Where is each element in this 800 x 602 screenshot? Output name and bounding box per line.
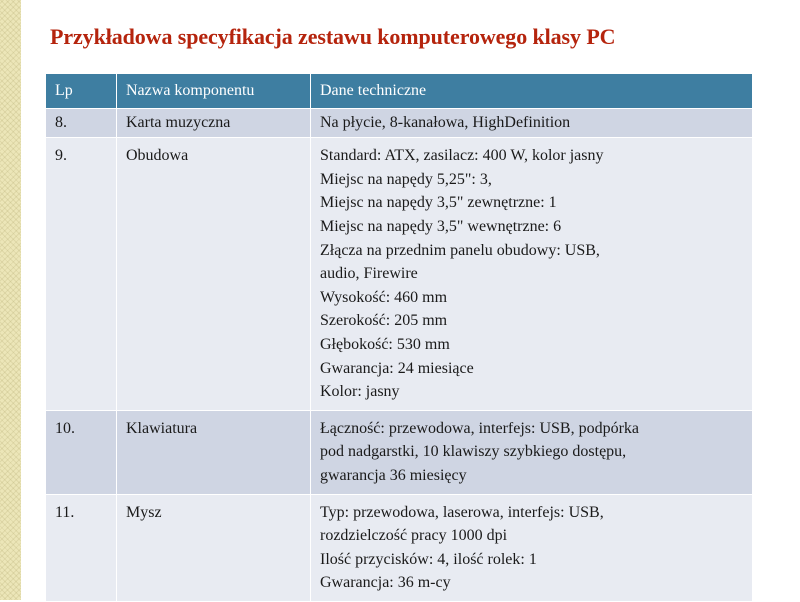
spec-line: Głębokość: 530 mm: [320, 335, 450, 353]
table-row: [46, 410, 753, 494]
spec-line: Miejsc na napędy 3,5" zewnętrzne: 1: [320, 194, 557, 212]
spec-line: gwarancja 36 miesięcy: [320, 466, 467, 484]
spec-line: Standard: ATX, zasilacz: 400 W, kolor jasny: [320, 147, 604, 165]
cell-component-name: Karta muzyczna: [117, 108, 311, 138]
spec-line: Gwarancja: 24 miesiące: [320, 359, 474, 377]
table-row: [46, 494, 753, 601]
slide-title: Przykładowa specyfikacja zestawu komputerowego klasy PC: [50, 24, 616, 49]
table-header-row: [46, 74, 753, 109]
spec-line: Gwarancja: 36 m-cy: [320, 574, 451, 592]
cell-lp: 10.: [46, 410, 117, 494]
spec-line: Miejsc na napędy 5,25": 3,: [320, 170, 492, 188]
spec-line: rozdzielczość pracy 1000 dpi: [320, 527, 508, 545]
header-technical-data: Dane techniczne: [311, 74, 753, 109]
spec-line: Na płycie, 8-kanałowa, HighDefinition: [320, 113, 571, 131]
header-component-name: Nazwa komponentu: [117, 74, 311, 109]
spec-line: Kolor: jasny: [320, 383, 400, 401]
cell-component-name: Obudowa: [117, 138, 311, 411]
spec-line: Ilość przycisków: 4, ilość rolek: 1: [320, 550, 537, 568]
header-lp: Lp: [46, 74, 117, 109]
cell-technical-data: [311, 410, 753, 494]
spec-line: Typ: przewodowa, laserowa, interfejs: USB,: [320, 503, 604, 521]
spec-line: Szerokość: 205 mm: [320, 312, 448, 330]
spec-line: pod nadgarstki, 10 klawiszy szybkiego dostępu,: [320, 443, 627, 461]
decorative-side-stripe: [0, 0, 21, 600]
cell-technical-data: [311, 108, 753, 138]
spec-line: Wysokość: 460 mm: [320, 288, 448, 306]
cell-component-name: Klawiatura: [117, 410, 311, 494]
cell-technical-data: [311, 138, 753, 411]
cell-lp: 9.: [46, 138, 117, 411]
spec-line: Miejsc na napędy 3,5" wewnętrzne: 6: [320, 217, 562, 235]
cell-technical-data: [311, 494, 753, 601]
cell-lp: 11.: [46, 494, 117, 601]
spec-line: Łączność: przewodowa, interfejs: USB, podpórka: [320, 419, 640, 437]
table-row: [46, 138, 753, 411]
spec-table: [45, 73, 753, 602]
cell-component-name: Mysz: [117, 494, 311, 601]
table-row: [46, 108, 753, 138]
spec-line: Złącza na przednim panelu obudowy: USB,: [320, 241, 600, 259]
spec-line: audio, Firewire: [320, 265, 418, 283]
cell-lp: 8.: [46, 108, 117, 138]
